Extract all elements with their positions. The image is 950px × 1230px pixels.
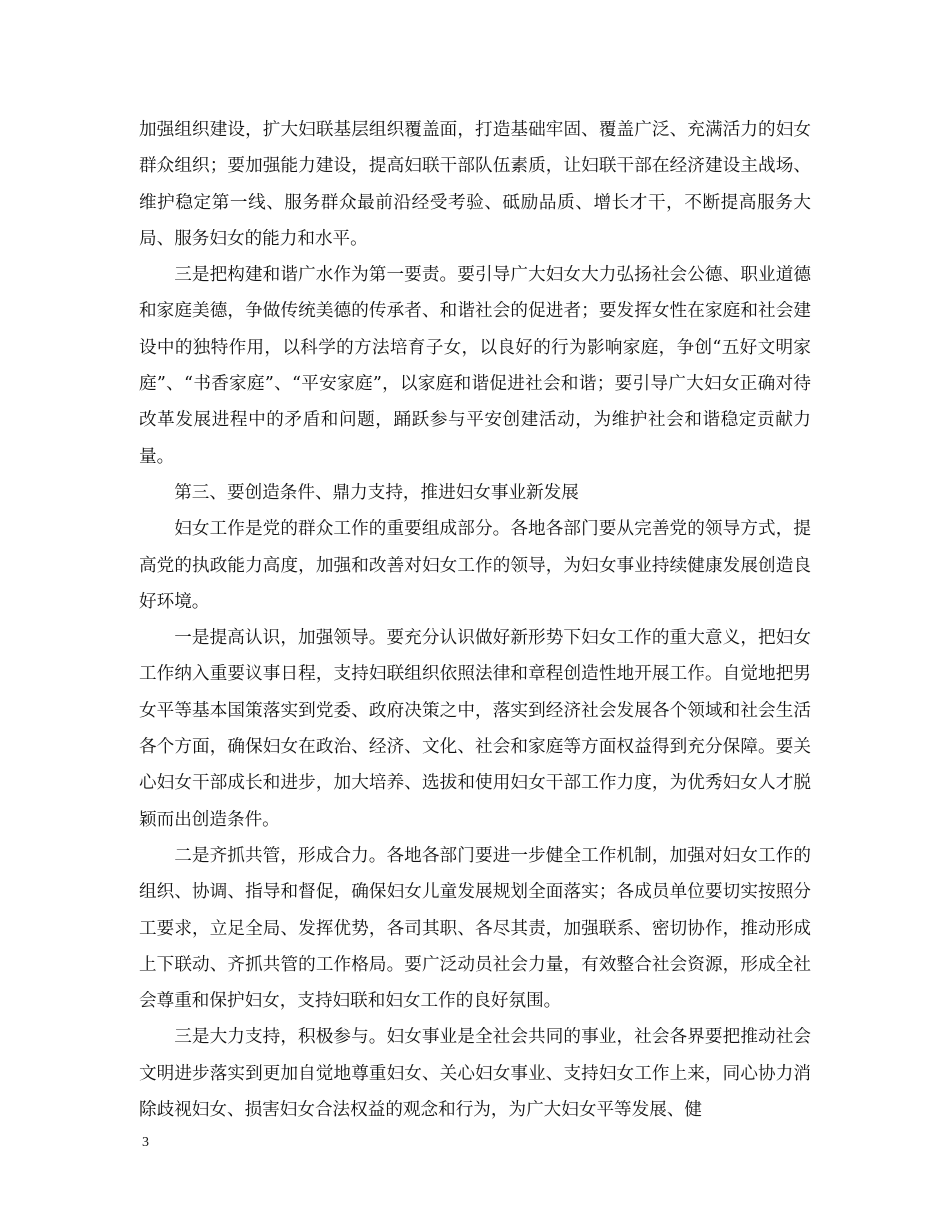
- paragraph-raise-awareness: 一是提高认识，加强领导。要充分认识做好新形势下妇女工作的重大意义，把妇女工作纳入重要议事日程，支持妇联组织依照法律和章程创造性地开展工作。自觉地把男女平等基本国策落实到党委、政府决策之中，落实到经济社会发展各个领域和社会生活各个方面，确保妇女在政治、经济、文化、社会和家庭等方面权益得到充分保障。要关心妇女干部成长和进步，加大培养、选拔和使用妇女干部工作力度，为优秀妇女人才脱颖而出创造条件。: [139, 628, 811, 830]
- paragraph-joint-management: 二是齐抓共管，形成合力。各地各部门要进一步健全工作机制，加强对妇女工作的组织、协调、指导和督促，确保妇女儿童发展规划全面落实；各成员单位要切实按照分工要求，立足全局、发挥优势，各司其职、各尽其责，加强联系、密切协作，推动形成上下联动、齐抓共管的工作格局。要广泛动员社会力量，有效整合社会资源，形成全社会尊重和保护妇女，支持妇联和妇女工作的良好氛围。: [139, 845, 811, 1012]
- paragraph-harmony-duty: 三是把构建和谐广水作为第一要责。要引导广大妇女大力弘扬社会公德、职业道德和家庭美德，争做传统美德的传承者、和谐社会的促进者；要发挥女性在家庭和社会建设中的独特作用，以科学的方法培育子女，以良好的行为影响家庭，争创“五好文明家庭”、“书香家庭”、“平安家庭”，以家庭和谐促进社会和谐；要引导广大妇女正确对待改革发展进程中的矛盾和问题，踊跃参与平安创建活动，为维护社会和谐稳定贡献力量。: [139, 265, 811, 467]
- section-heading-third: 第三、要创造条件、鼎力支持，推进妇女事业新发展: [174, 482, 579, 503]
- page-number: 3: [142, 1135, 149, 1150]
- paragraph-organization-building: 加强组织建设，扩大妇联基层组织覆盖面，打造基础牢固、覆盖广泛、充满活力的妇女群众组织；要加强能力建设，提高妇联干部队伍素质，让妇联干部在经济建设主战场、维护稳定第一线、服务群众最前沿经受考验、砥励品质、增长才干，不断提高服务大局、服务妇女的能力和水平。: [139, 120, 811, 249]
- document-body: [139, 112, 811, 1128]
- paragraph-party-work: 妇女工作是党的群众工作的重要组成部分。各地各部门要从完善党的领导方式，提高党的执政能力高度，加强和改善对妇女工作的领导，为妇女事业持续健康发展创造良好环境。: [139, 519, 811, 612]
- paragraph-active-support: 三是大力支持，积极参与。妇女事业是全社会共同的事业，社会各界要把推动社会文明进步落实到更加自觉地尊重妇女、关心妇女事业、支持妇女工作上来，同心协力消除歧视妇女、损害妇女合法权益的观念和行为，为广大妇女平等发展、健: [139, 1027, 811, 1121]
